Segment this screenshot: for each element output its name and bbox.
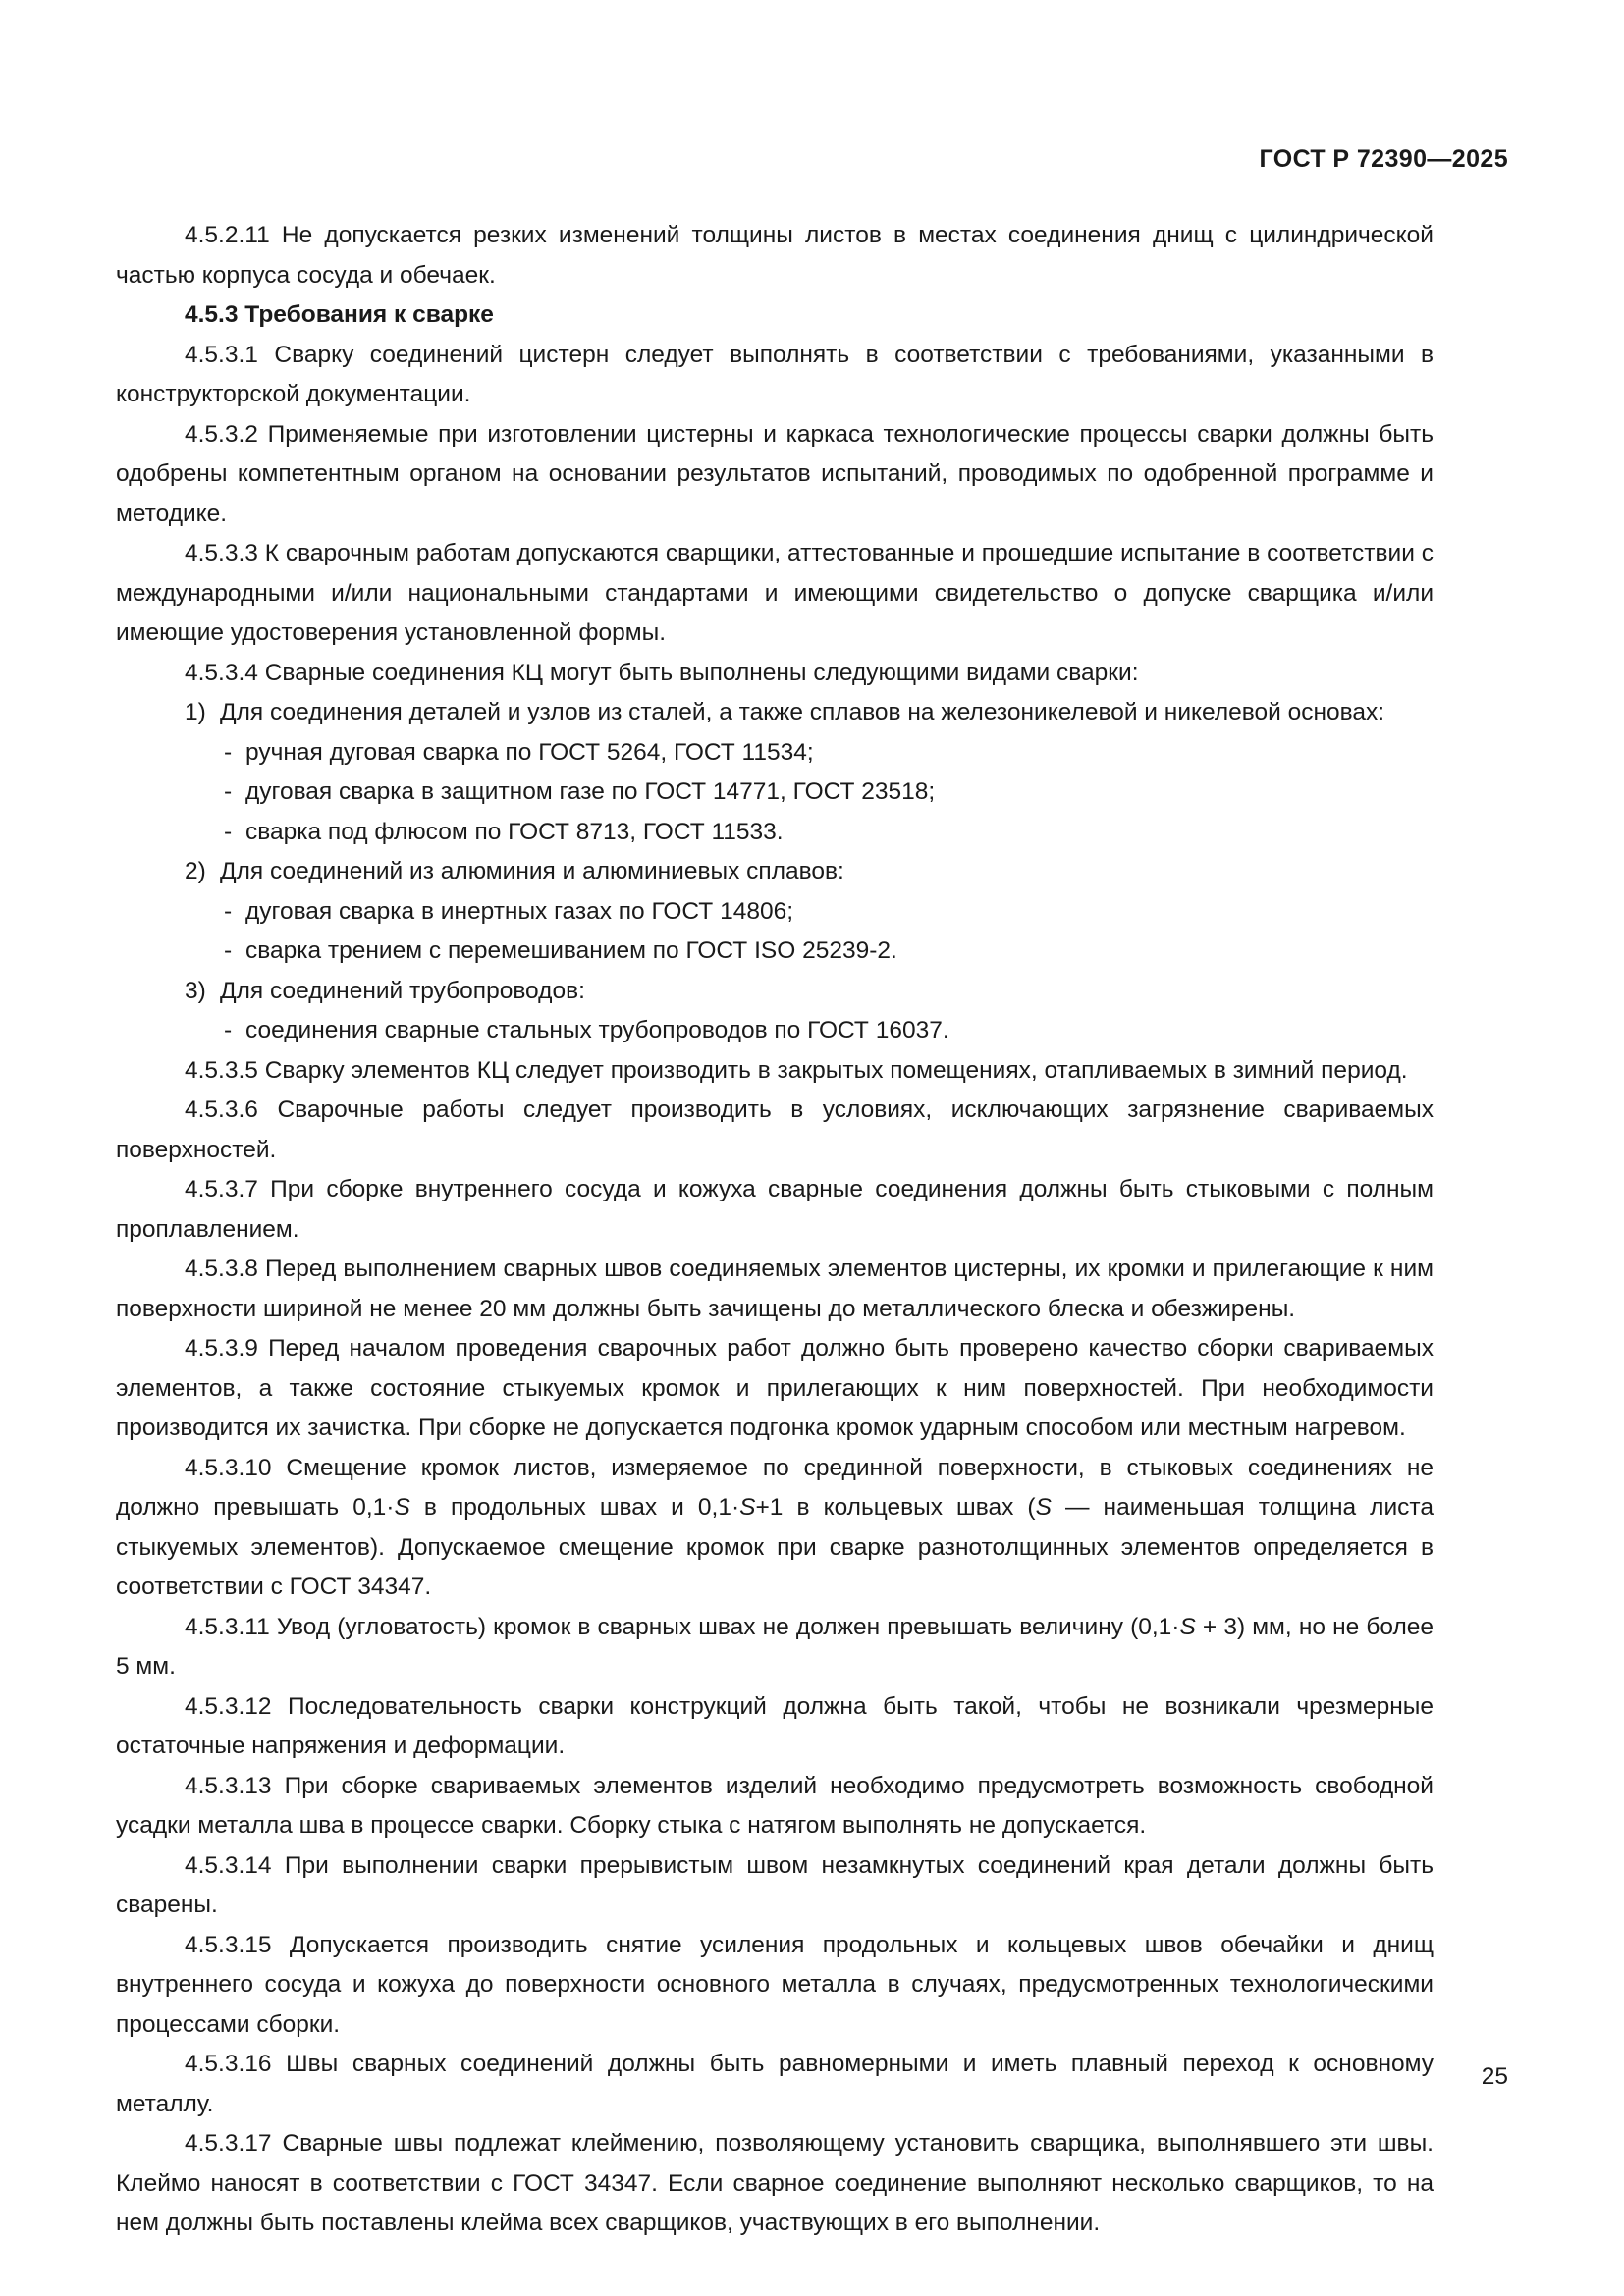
math-variable: S bbox=[1035, 1494, 1052, 1521]
body-paragraph: 4.5.3.2 Применяемые при изготовлении цистерны и каркаса технологические процессы сварки должны быть одобрены компетентным органом на основании результатов испытаний, проводимых по одобренной программе и методике. bbox=[116, 420, 1434, 527]
body-paragraph bbox=[116, 1449, 1434, 1608]
body-paragraph: 4.5.3.17 Сварные швы подлежат клеймению, позволяющему установить сварщика, выполнявшего эти швы. Клеймо наносят в соответствии с ГОСТ 34347. Если сварное соединение выполняют несколько сварщиков, то на нем должны быть поставлены клейма всех сварщиков, участвующих в его выполнении. bbox=[116, 2130, 1434, 2236]
math-variable: S bbox=[1179, 1613, 1196, 1640]
list-item-number: 2) bbox=[185, 858, 206, 884]
body-paragraph: 4.5.3.3 К сварочным работам допускаются сварщики, аттестованные и прошедшие испытание в соответствии с международными и/или национальными стандартами и имеющими свидетельство о допуске сварщика и/или имеющие удостоверения установленной формы. bbox=[116, 540, 1434, 646]
body-paragraph: 4.5.3.1 Сварку соединений цистерн следует выполнять в соответствии с требованиями, указанными в конструкторской документации. bbox=[116, 341, 1434, 407]
body-paragraph: 4.5.3.13 При сборке свариваемых элементов изделий необходимо предусмотреть возможность свободной усадки металла шва в процессе сварки. Сборку стыка с натягом выполнять не допускается. bbox=[116, 1772, 1434, 1839]
list-item-text: ручная дуговая сварка по ГОСТ 5264, ГОСТ 11534; bbox=[245, 738, 814, 766]
list-item-numbered bbox=[116, 972, 1434, 1012]
paragraph-run: — наименьшая толщина листа стыкуемых элементов). Допускаемое смещение кромок при сварке разнотолщинных элементов определяется в соответствии с ГОСТ 34347. bbox=[116, 1494, 1434, 1600]
paragraph-run: 4.5.3.10 Смещение кромок листов, измеряемое по срединной поверхности, в стыковых соединениях не должно превышать 0,1· bbox=[116, 1454, 1434, 1521]
paragraph-run: 4.5.3.11 Увод (угловатость) кромок в сварных швах не должен превышать величину (0,1· bbox=[185, 1613, 1180, 1640]
body-paragraph: 4.5.3.5 Сварку элементов КЦ следует производить в закрытых помещениях, отапливаемых в зимний период. bbox=[185, 1056, 1408, 1084]
dash-bullet: - bbox=[224, 818, 233, 845]
body-paragraph bbox=[116, 1608, 1434, 1687]
body-paragraph: 4.5.3.7 При сборке внутреннего сосуда и кожуха сварные соединения должны быть стыковыми с полным проплавлением. bbox=[116, 1176, 1434, 1243]
list-item-dash bbox=[116, 932, 1434, 972]
list-item-dash bbox=[116, 1011, 1434, 1051]
list-item-number: 3) bbox=[185, 977, 206, 1004]
paragraph-run: +1 в кольцевых швах ( bbox=[755, 1494, 1036, 1521]
list-item-numbered bbox=[116, 693, 1434, 733]
list-item-dash bbox=[116, 813, 1434, 853]
list-item-number: 1) bbox=[185, 699, 206, 725]
document-body bbox=[116, 216, 1434, 2244]
list-item-dash bbox=[116, 892, 1434, 933]
body-paragraph: 4.5.3.4 Сварные соединения КЦ могут быть выполнены следующими видами сварки: bbox=[185, 659, 1139, 686]
math-variable: S bbox=[739, 1494, 756, 1521]
body-paragraph: 4.5.3.15 Допускается производить снятие усиления продольных и кольцевых швов обечайки и днищ внутреннего сосуда и кожуха до поверхности основного металла в случаях, предусмотренных технологическими процессами сборки. bbox=[116, 1931, 1434, 2038]
page-number: 25 bbox=[1481, 2063, 1508, 2090]
dash-bullet: - bbox=[224, 1017, 233, 1043]
body-paragraph: 4.5.3.14 При выполнении сварки прерывистым швом незамкнутых соединений края детали должны быть сварены. bbox=[116, 1851, 1434, 1918]
section-heading: 4.5.3 Требования к сварке bbox=[185, 301, 494, 328]
dash-bullet: - bbox=[224, 778, 233, 805]
list-item-text: Для соединений трубопроводов: bbox=[220, 977, 585, 1004]
body-paragraph: 4.5.3.16 Швы сварных соединений должны быть равномерными и иметь плавный переход к основному металлу. bbox=[116, 2051, 1434, 2117]
body-paragraph: 4.5.2.11 Не допускается резких изменений толщины листов в местах соединения днищ с цилиндрической частью корпуса сосуда и обечаек. bbox=[116, 222, 1434, 289]
list-item-text: сварка трением с перемешиванием по ГОСТ ISO 25239-2. bbox=[245, 937, 897, 964]
list-item-dash bbox=[116, 773, 1434, 813]
dash-bullet: - bbox=[224, 937, 233, 964]
body-paragraph: 4.5.3.8 Перед выполнением сварных швов соединяемых элементов цистерны, их кромки и прилегающие к ним поверхности шириной не менее 20 мм должны быть зачищены до металлического блеска и обезжирены. bbox=[116, 1255, 1434, 1322]
dash-bullet: - bbox=[224, 738, 233, 766]
paragraph-run: + 3) мм, но не более 5 мм. bbox=[116, 1613, 1435, 1680]
list-item-text: сварка под флюсом по ГОСТ 8713, ГОСТ 11533. bbox=[245, 818, 784, 845]
math-variable: S bbox=[394, 1494, 410, 1521]
body-paragraph: 4.5.3.9 Перед началом проведения сварочных работ должно быть проверено качество сборки свариваемых элементов, а также состояние стыкуемых кромок и прилегающих к ним поверхностей. При необходимости производится их зачистка. При сборке не допускается подгонка кромок ударным способом или местным нагревом. bbox=[116, 1335, 1434, 1441]
list-item-text: соединения сварные стальных трубопроводов по ГОСТ 16037. bbox=[245, 1017, 949, 1043]
list-item-text: дуговая сварка в защитном газе по ГОСТ 14771, ГОСТ 23518; bbox=[245, 778, 936, 805]
dash-bullet: - bbox=[224, 897, 233, 925]
list-item-text: Для соединения деталей и узлов из сталей, а также сплавов на железоникелевой и никелевой основах: bbox=[220, 699, 1385, 725]
list-item-text: дуговая сварка в инертных газах по ГОСТ 14806; bbox=[245, 897, 794, 925]
list-item-numbered bbox=[116, 852, 1434, 892]
list-item-text: Для соединений из алюминия и алюминиевых сплавов: bbox=[220, 858, 844, 884]
body-paragraph: 4.5.3.6 Сварочные работы следует производить в условиях, исключающих загрязнение свариваемых поверхностей. bbox=[116, 1096, 1434, 1163]
body-paragraph: 4.5.3.12 Последовательность сварки конструкций должна быть такой, чтобы не возникали чрезмерные остаточные напряжения и деформации. bbox=[116, 1692, 1434, 1759]
list-item-dash bbox=[116, 733, 1434, 774]
running-header-standard-number: ГОСТ Р 72390—2025 bbox=[1259, 145, 1508, 173]
paragraph-run: в продольных швах и 0,1· bbox=[409, 1494, 740, 1521]
